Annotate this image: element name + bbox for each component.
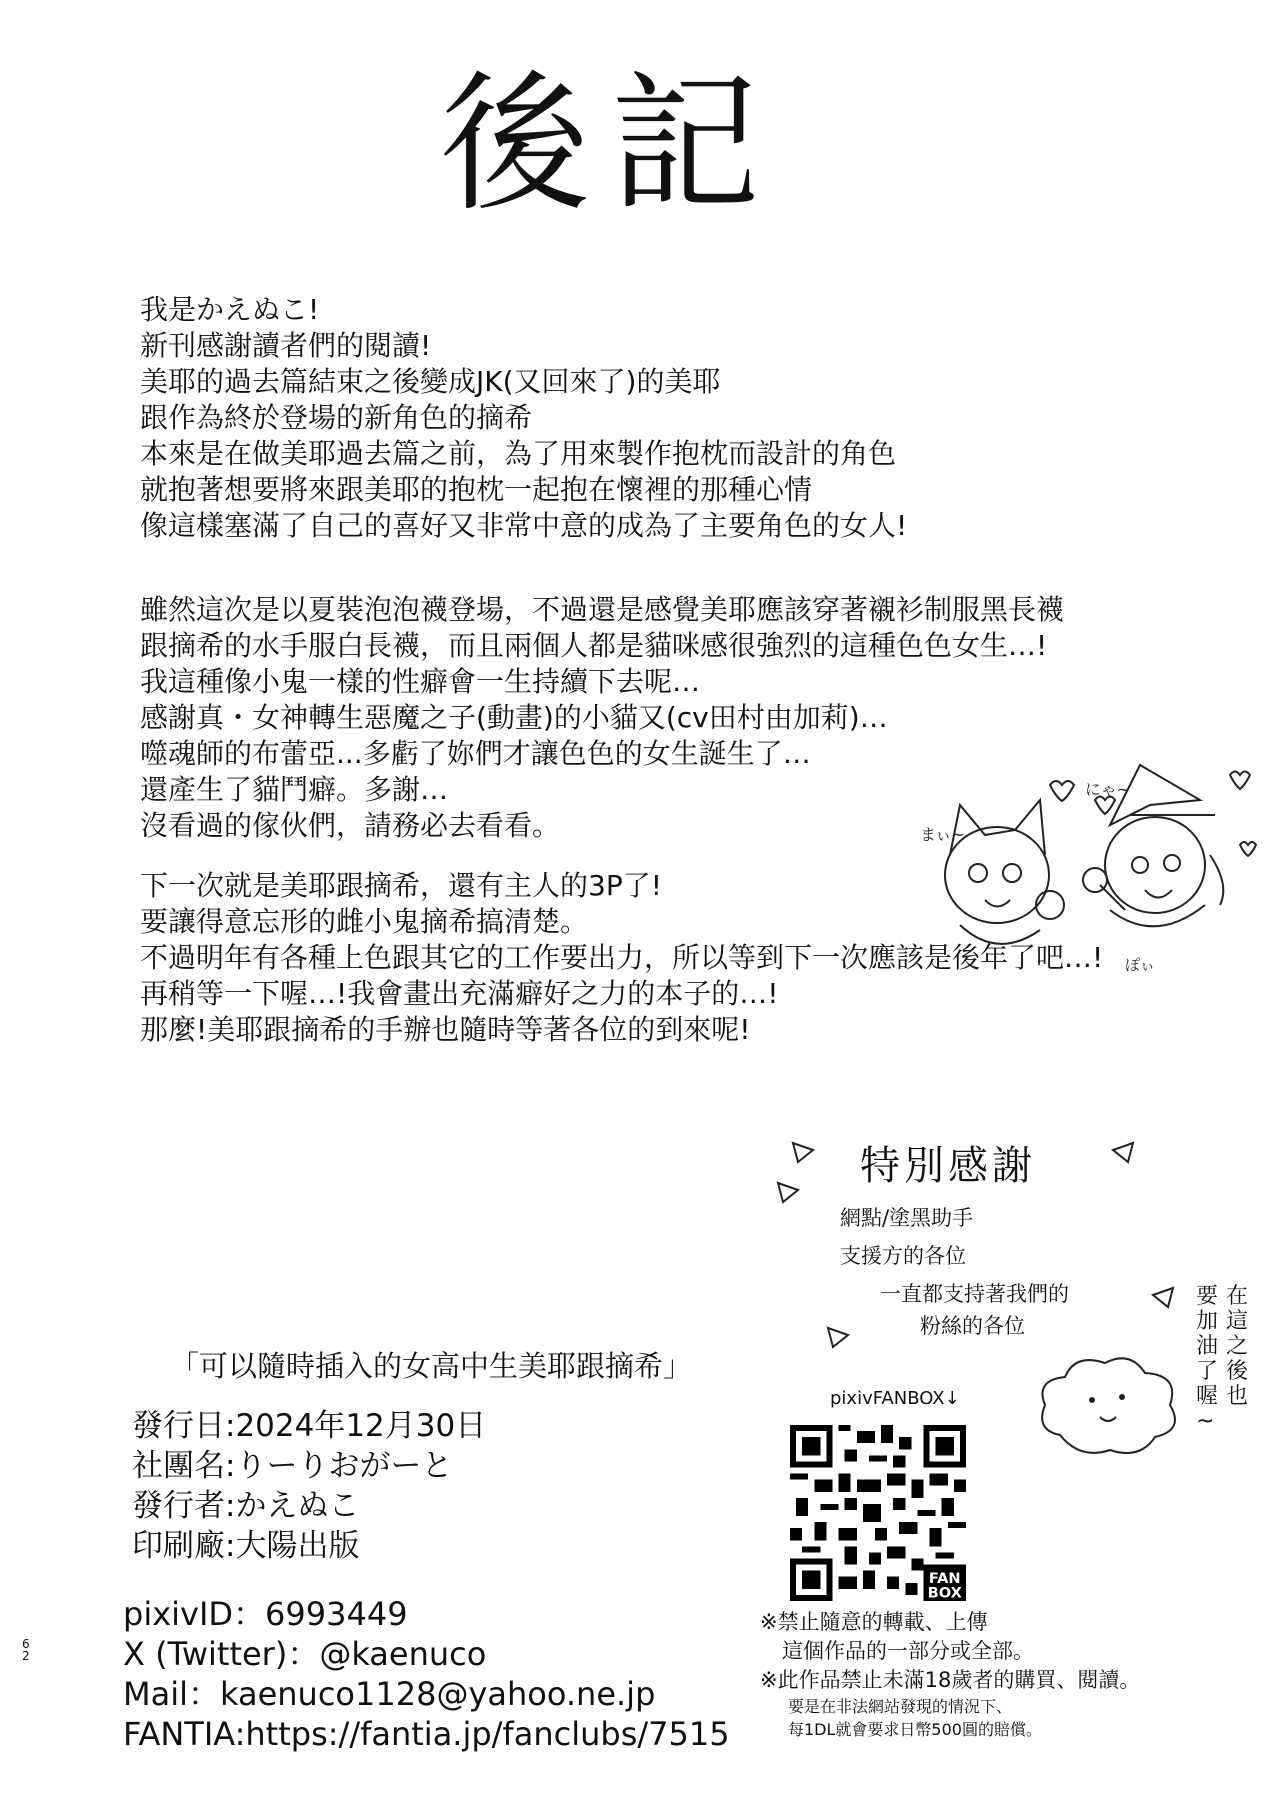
contact-info [123,1594,730,1754]
qr-badge-text: BOX [927,1584,962,1601]
sound-effect-bottom: ぽぃ [1125,956,1156,974]
sound-effect-right: にゃ~ [1085,780,1131,799]
email-address[interactable]: Mail：kaenuco1128@yahoo.ne.jp [123,1675,656,1713]
qr-badge-text: FAN [928,1569,961,1587]
text-line: 再稍等一下喔…!我會畫出充滿癖好之力的本子的…! [140,977,779,1010]
text-line: 下一次就是美耶跟摘希，還有主人的3P了! [140,869,662,902]
sparkle-icon [1150,1285,1176,1311]
fanbox-label: pixivFANBOX↓ [830,1388,960,1409]
text-line: 要讓得意忘形的雌小鬼摘希搞清楚。 [140,905,589,938]
legal-notes [760,1608,1140,1741]
text-line: 那麼!美耶跟摘希的手辦也隨時等著各位的到來呢! [140,1013,751,1046]
cat-girls-illustration [900,745,1270,985]
fanbox-qr-code[interactable] [790,1425,966,1601]
thanks-item: 一直都支持著我們的 [880,1282,1069,1306]
text-line: 跟作為終於登場的新角色的摘希 [140,401,533,434]
sparkle-icon [790,1140,816,1166]
note-small-line: 要是在非法網站發現的情況下、 [788,1697,1013,1716]
sparkle-icon [825,1325,851,1351]
sparkle-icon [775,1180,801,1206]
note-line: 這個作品的一部分或全部。 [782,1639,1034,1663]
note-line: ※此作品禁止未滿18歲者的購買、閱讀。 [760,1668,1141,1692]
vertical-message: 要加油了喔~ [1196,1284,1219,1434]
page-number: 62 [22,1637,30,1663]
text-line: 我這種像小鬼一樣的性癖會一生持續下去呢… [140,665,701,698]
text-line: 雖然這次是以夏裝泡泡襪登場，不過還是感覺美耶應該穿著襯衫制服黑長襪 [140,593,1065,626]
pixiv-id: pixivID：6993449 [123,1595,408,1633]
text-line: 跟摘希的水手服白長襪，而且兩個人都是貓咪感很強烈的這種色色女生…! [140,629,1048,662]
twitter-handle[interactable]: X (Twitter)：@kaenuco [123,1635,487,1673]
text-line: 像這樣塞滿了自己的喜好又非常中意的成為了主要角色的女人! [140,509,908,542]
sound-effect-left: まぃ~ [920,825,965,844]
colophon-publisher: 發行者:かえぬこ [132,1488,360,1524]
text-line: 噬魂師的布蕾亞...多虧了妳們才讓色色的女生誕生了… [140,737,811,770]
text-line: 新刊感謝讀者們的閱讀! [140,329,432,362]
colophon-date: 發行日:2024年12月30日 [132,1408,487,1444]
thanks-item: 支援方的各位 [840,1244,966,1268]
text-line: 還產生了貓鬥癖。多謝… [140,773,449,806]
page-title: 後記 [440,58,781,232]
special-thanks-title: 特別感謝 [860,1143,1036,1189]
note-line: ※禁止隨意的轉載、上傳 [760,1610,988,1634]
book-title: 「可以隨時插入的女高中生美耶跟摘希」 [170,1349,693,1383]
fantia-link[interactable]: FANTIA:https://fantia.jp/fanclubs/7515 [123,1715,730,1753]
paragraph-greeting [140,292,907,544]
sparkle-icon [1110,1140,1136,1166]
colophon [132,1406,486,1566]
text-line: 我是かえぬこ! [140,293,320,326]
thanks-item: 粉絲的各位 [920,1314,1025,1338]
text-line: 感謝真・女神轉生惡魔之子(動畫)的小貓又(cv田村由加莉)… [140,701,888,734]
colophon-circle: 社團名:りーりおがーと [132,1448,453,1484]
note-small-line: 每1DL就會要求日幣500圓的賠償。 [788,1720,1042,1739]
cloud-mascot-illustration [1030,1345,1190,1465]
text-line: 本來是在做美耶過去篇之前，為了用來製作抱枕而設計的角色 [140,437,897,470]
text-line: 不過明年有各種上色跟其它的工作要出力，所以等到下一次應該是後年了吧…! [140,941,1104,974]
colophon-printer: 印刷廠:大陽出版 [132,1528,360,1564]
thanks-item: 網點/塗黑助手 [840,1206,974,1230]
text-line: 就抱著想要將來跟美耶的抱枕一起抱在懷裡的那種心情 [140,473,813,506]
vertical-message: 在這之後也 [1226,1284,1249,1409]
text-line: 沒看過的傢伙們，請務必去看看。 [140,809,561,842]
text-line: 美耶的過去篇結束之後變成JK(又回來了)的美耶 [140,365,721,398]
